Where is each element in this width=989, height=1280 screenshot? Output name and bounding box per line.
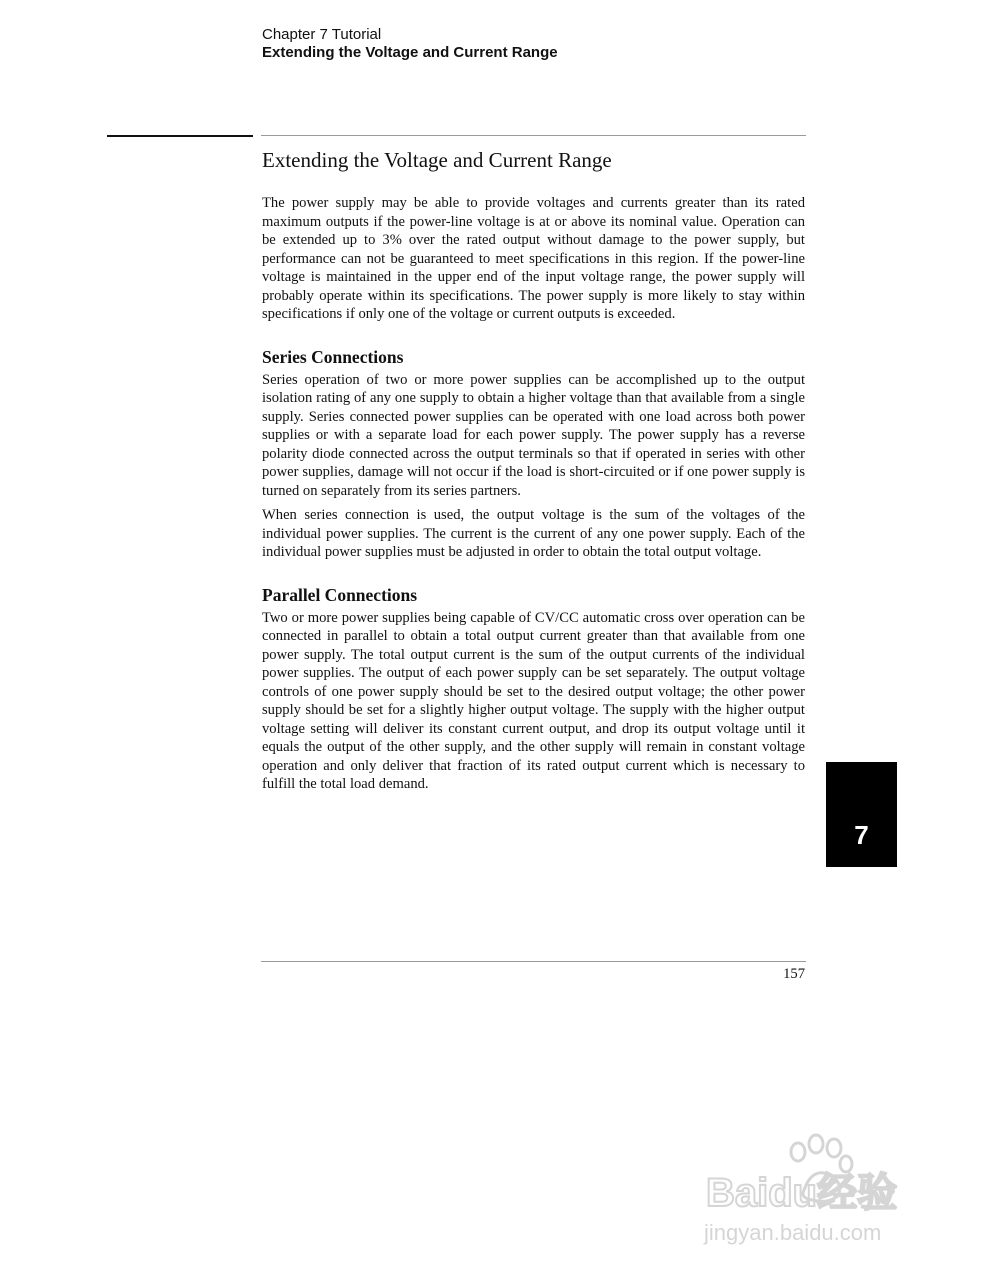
page-title: Extending the Voltage and Current Range (262, 148, 612, 172)
watermark-logo-text: Baidu经验 (706, 1171, 898, 1215)
running-header-section: Extending the Voltage and Current Range (262, 44, 558, 61)
parallel-paragraph-1: Two or more power supplies being capable of CV/CC automatic cross over operation can be connected in parallel to obtain a total output current greater than that available from one power supply. The total output current is the sum of the output currents of the individual power supplies. The output of each power supply can be set separately. The output voltage controls of one power supply should be set to the desired output voltage; the other power supply should be set for a slightly higher output voltage. The supply with the higher output voltage setting will deliver its constant current output, and drop its output voltage until it equals the output of the other supply, and the other supply will remain in constant voltage operation and only deliver that fraction of its rated output current which is necessary to fulfill the total load demand. (262, 609, 805, 792)
series-paragraph-1: Series operation of two or more power supplies can be accomplished up to the output isolation rating of any one supply to obtain a higher voltage than that available from a single supply. Series connected power supplies can be operated with one load across both power supplies or with a separate load for each power supply. The power supply has a reverse polarity diode connected across the output terminals so that if operated in series with other power supplies, damage will not occur if the load is short-circuited or if one power supply is turned on separately from its series partners. (262, 371, 805, 499)
watermark-url: jingyan.baidu.com (704, 1220, 882, 1245)
running-header-chapter: Chapter 7 Tutorial (262, 26, 382, 43)
series-paragraph-2: When series connection is used, the output voltage is the sum of the voltages of the individual power supplies. The current is the current of any one power supply. Each of the individual power supplies must be adjusted in order to obtain the total output voltage. (262, 507, 805, 560)
chapter-tab (826, 762, 897, 867)
running-header (262, 26, 558, 62)
top-divider (261, 135, 806, 136)
intro-paragraph: The power supply may be able to provide voltages and currents greater than its rated maximum outputs if the power-line voltage is at or above its nominal value. Operation can be extended up to 3% over the rated output without damage to the power supply, but performance can not be guaranteed to meet specifications in this region. If the power-line voltage is maintained in the upper end of the input voltage range, the power supply will probably operate within its specifications. The power supply is more likely to stay within specifications if only one of the voltage or current outputs is exceeded. (262, 195, 805, 322)
series-connections-heading: Series Connections (262, 346, 404, 367)
parallel-connections-heading: Parallel Connections (262, 584, 418, 605)
page-content (262, 145, 805, 800)
chapter-tab-number: 7 (854, 820, 869, 850)
footer-divider (261, 961, 806, 962)
page-number: 157 (783, 966, 805, 982)
baidu-jingyan-watermark (700, 1130, 940, 1250)
left-margin-rule (107, 135, 253, 137)
